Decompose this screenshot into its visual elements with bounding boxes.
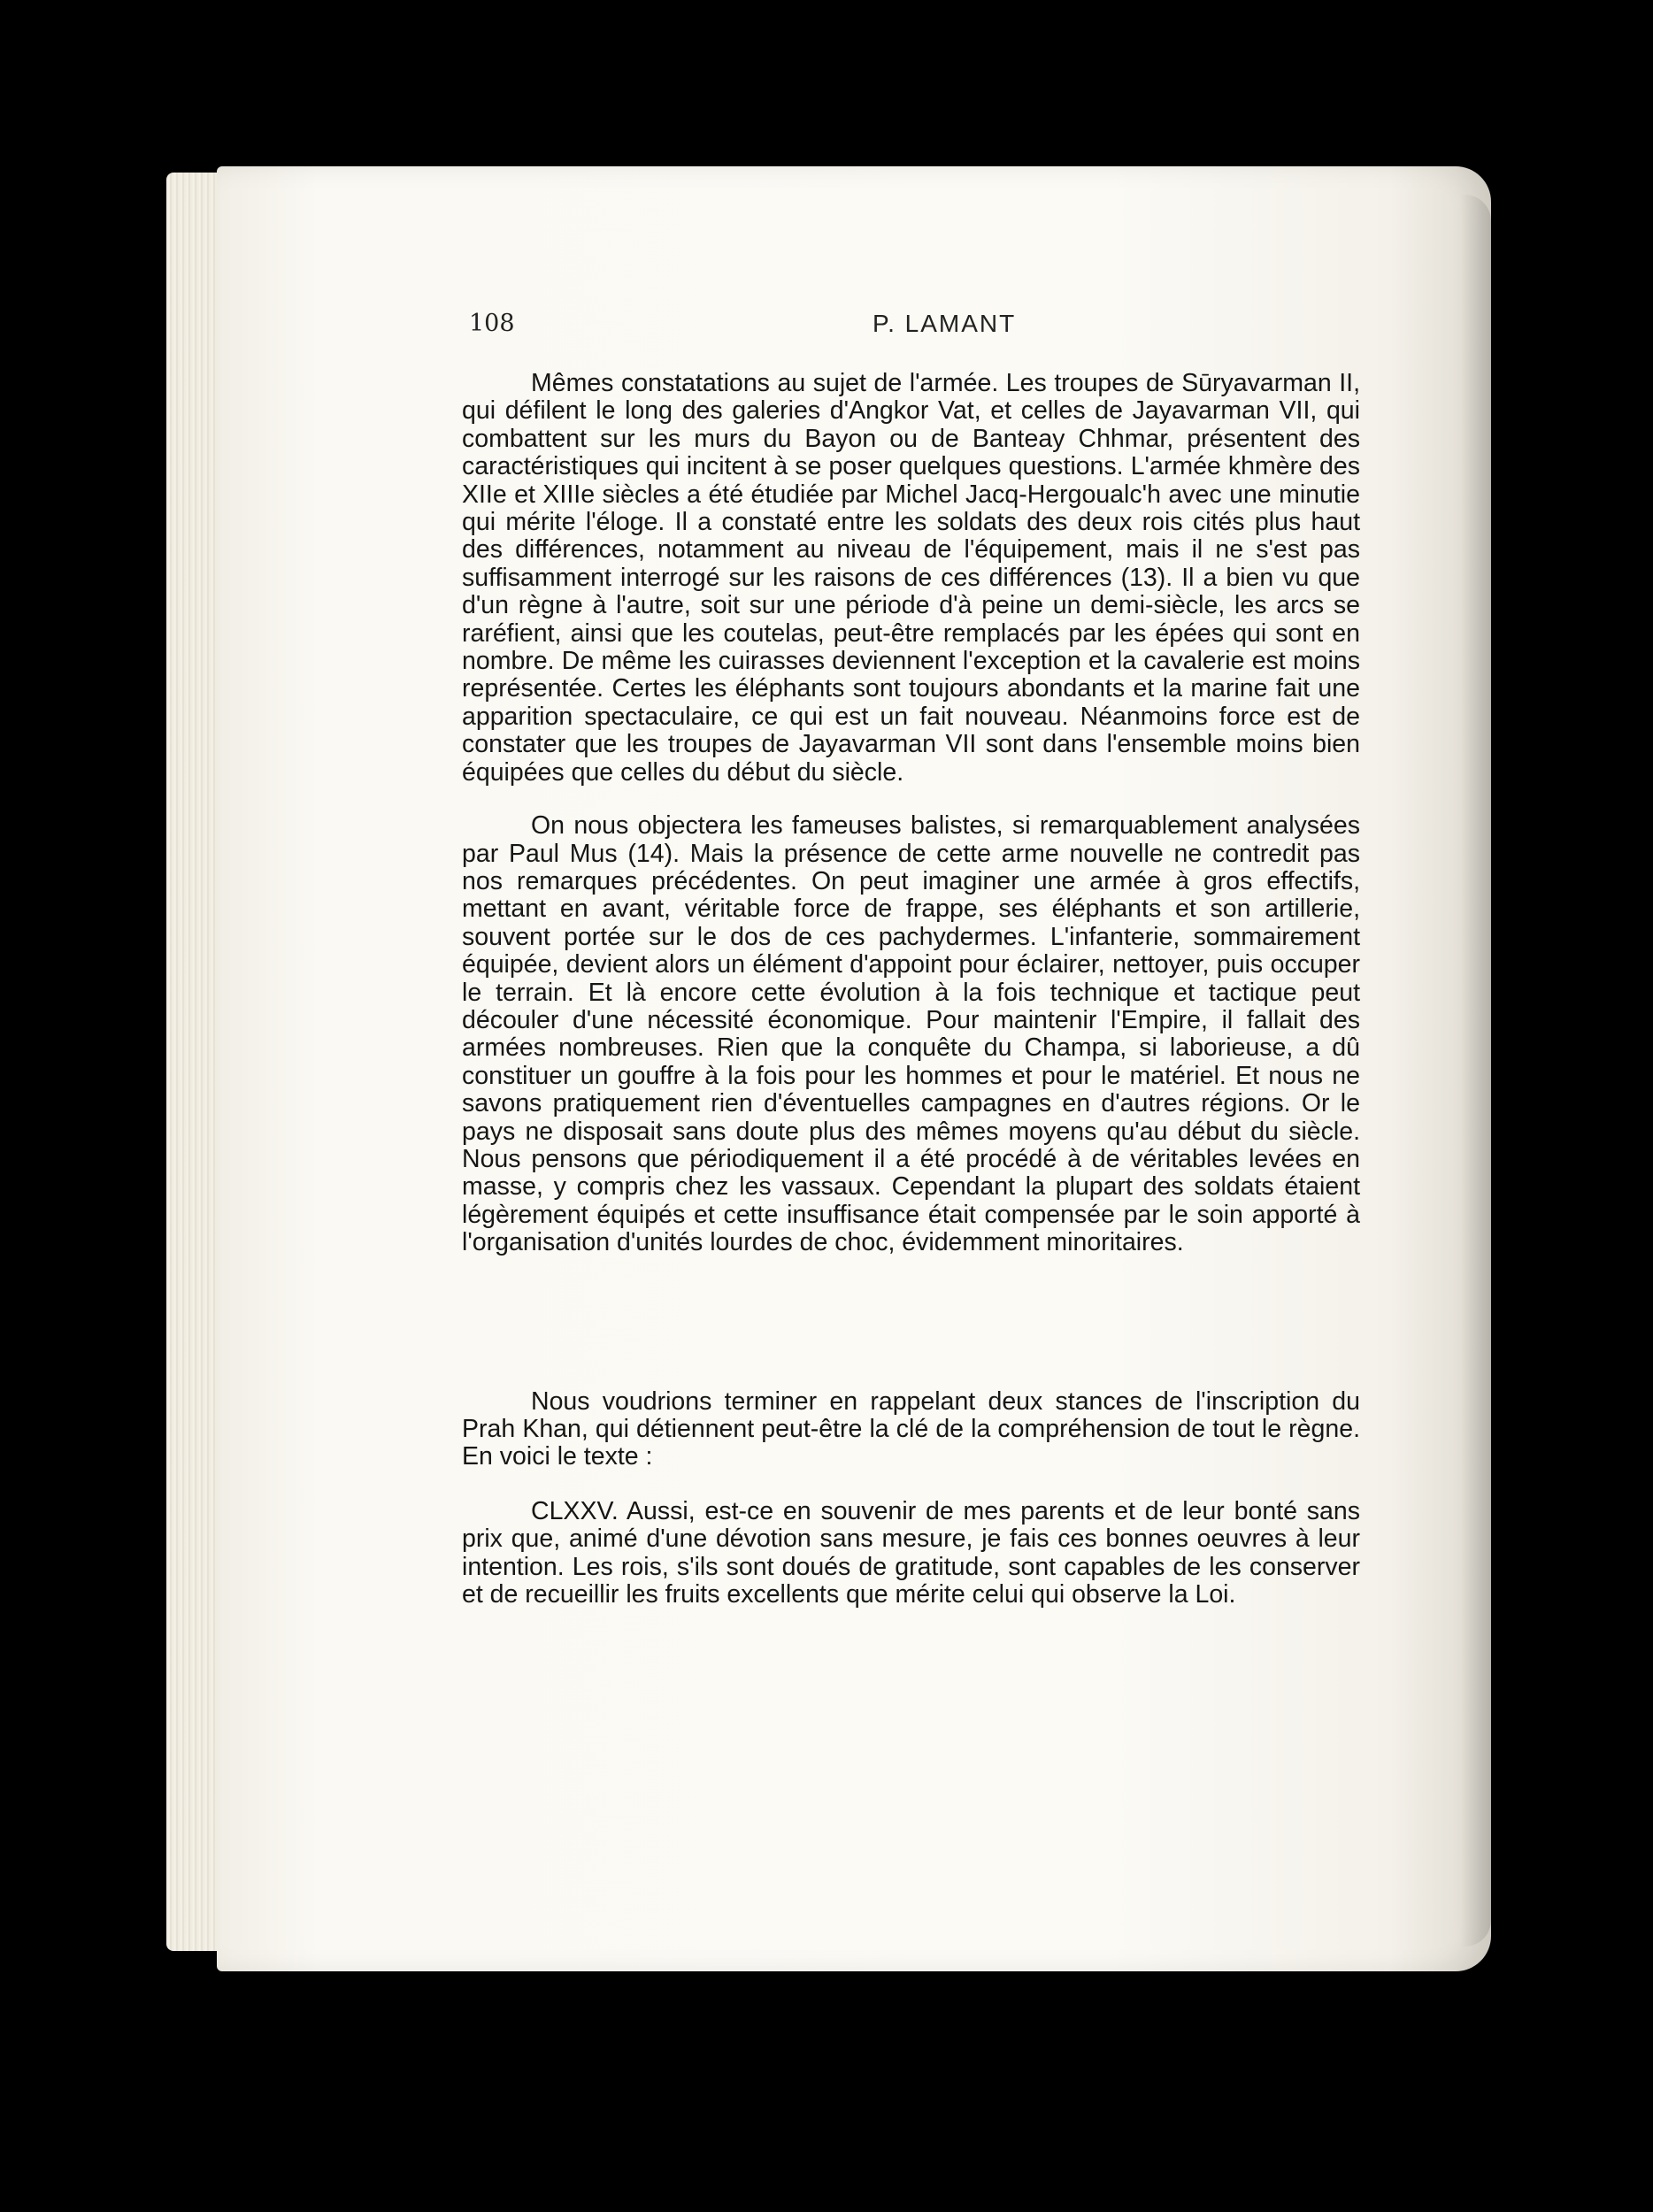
running-head-author: P. LAMANT: [873, 310, 1017, 337]
paragraph-stance-clxxv: CLXXV. Aussi, est-ce en souvenir de mes parents et de leur bonté sans prix que, animé d'une dévotion sans mesure, je fais ces bonnes oeuvres à leur intention. Les rois, s'ils sont doués de gratitude, sont capables de les conserver et de recueillir les fruits excellents que mérite celui qui observe la Loi.: [462, 1496, 1360, 1609]
paragraph-army: Mêmes constatations au sujet de l'armée. Les troupes de Sūryavarman II, qui défilent le long des galeries d'Angkor Vat, et celles de Jayavarman VII, qui combattent sur les murs du Bayon ou de Banteay Chhmar, présentent des caractéristiques qui incitent à se poser quelques questions. L'armée khmère des XIIe et XIIIe siècles a été étudiée par Michel Jacq-Hergoualc'h avec une minutie qui mérite l'éloge. Il a constaté entre les soldats des deux rois cités plus haut des différences, notamment au niveau de l'équipement, mais il ne s'est pas suffisamment interrogé sur les raisons de ces différences (13). Il a bien vu que d'un règne à l'autre, soit sur une période d'à peine un demi-siècle, les arcs se raréfient, ainsi que les coutelas, peut-être remplacés par les épées qui sont en nombre. De même les cuirasses deviennent l'exception et la cavalerie est moins représentée. Certes les éléphants sont toujours abondants et la marine fait une apparition spectaculaire, ce qui est un fait nouveau. Néanmoins force est de constater que les troupes de Jayavarman VII sont dans l'ensemble moins bien équipées que celles du début du siècle.: [462, 369, 1360, 787]
body-text: [462, 370, 1360, 1609]
paragraph-balistes: On nous objectera les fameuses balistes, si remarquablement analysées par Paul Mus (14). Mais la présence de cette arme nouvelle ne contredit pas nos remarques précédentes. On peut imaginer une armée à gros effectifs, mettant en avant, véritable force de frappe, ses éléphants et son artillerie, souvent portée sur le dos de ces pachydermes. L'infanterie, sommairement équipée, devient alors un élément d'appoint pour éclairer, nettoyer, puis occuper le terrain. Et là encore cette évolution à la fois technique et tactique peut découler d'une nécessité économique. Pour maintenir l'Empire, il fallait des armées nombreuses. Rien que la conquête du Champa, si laborieuse, a dû constituer un gouffre à la fois pour les hommes et pour le matériel. Et nous ne savons pratiquement rien d'éventuelles campagnes en d'autres régions. Or le pays ne disposait sans doute plus des mêmes moyens qu'au début du siècle. Nous pensons que périodiquement il a été procédé à de véritables levées en masse, y compris chez les vassaux. Cependant la plupart des soldats étaient légèrement équipés et cette insuffisance était compensée par le soin apporté à l'organisation d'unités lourdes de choc, évidemment minoritaires.: [462, 811, 1360, 1257]
page-curve-shadow: [1460, 195, 1491, 1947]
page-number: 108: [469, 310, 515, 337]
page-header: [469, 310, 1365, 345]
paragraph-inscription-intro: Nous voudrions terminer en rappelant deux stances de l'inscription du Prah Khan, qui détiennent peut-être la clé de la compréhension de tout le règne. En voici le texte :: [462, 1386, 1360, 1471]
